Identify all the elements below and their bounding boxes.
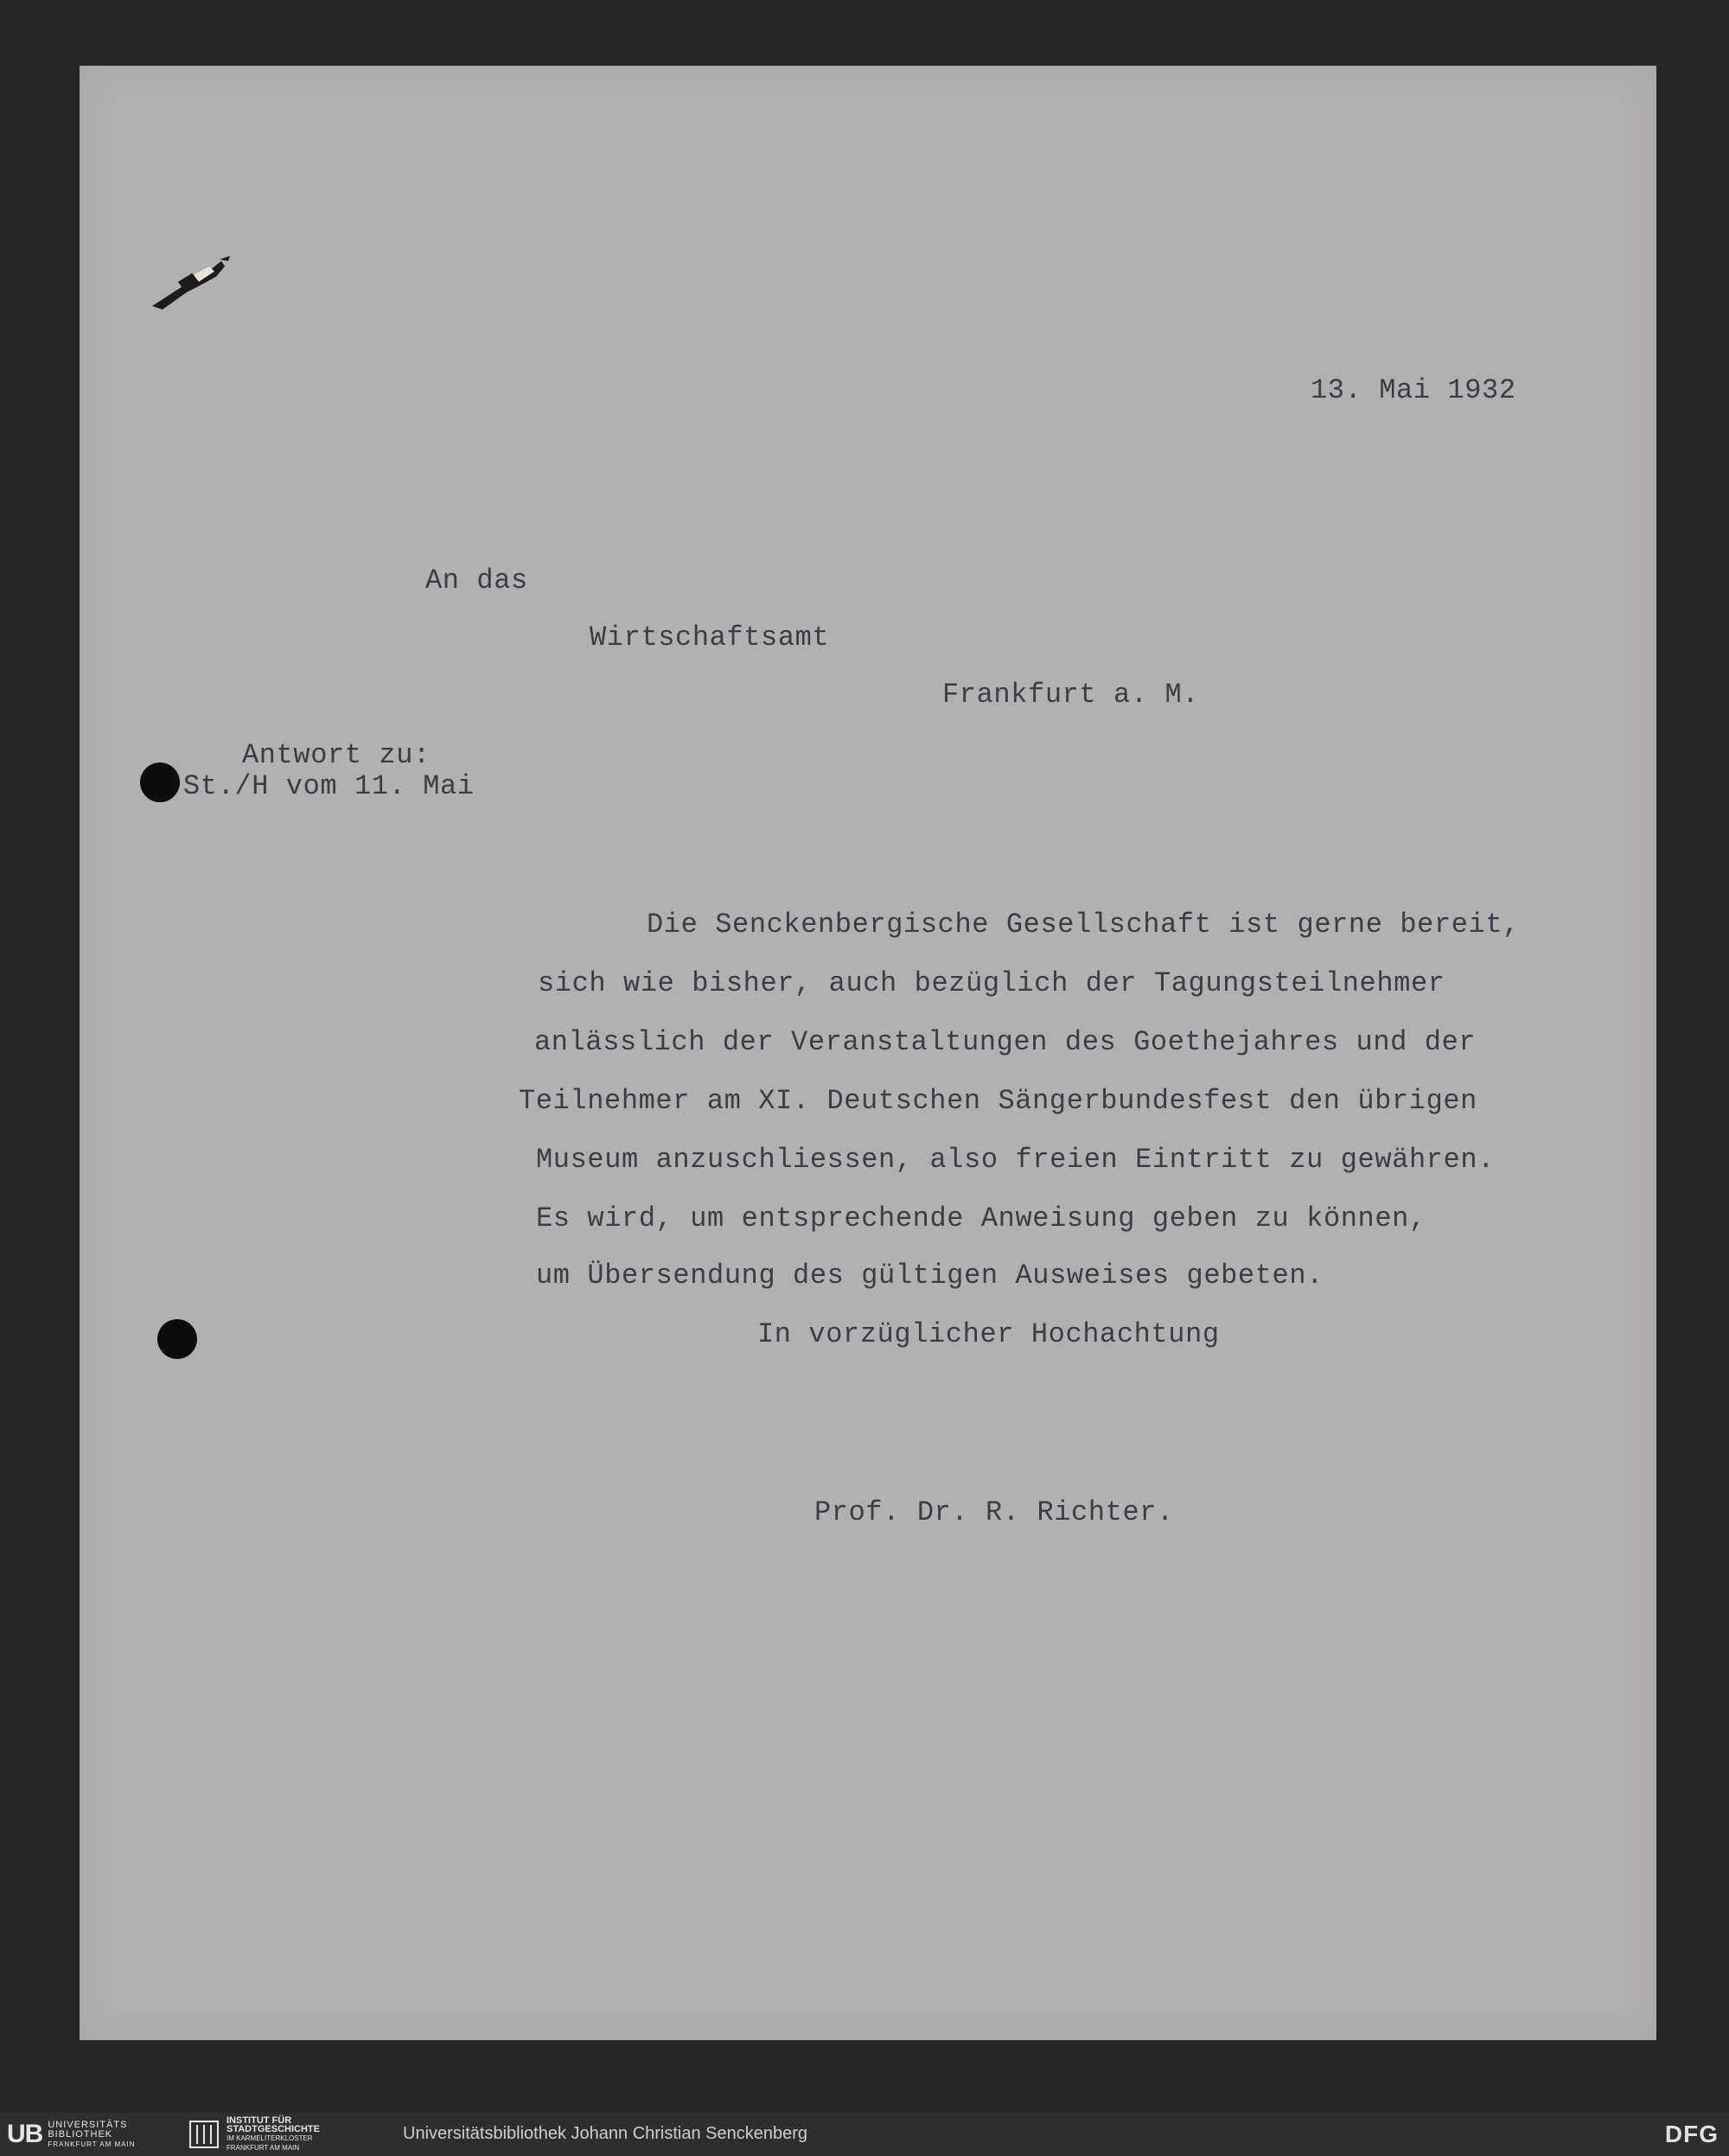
reference-line-1: Antwort zu:	[242, 739, 431, 771]
institute-logo-line-4: FRANKFURT AM MAIN	[226, 2144, 300, 2152]
ub-logo-text-line-3: FRANKFURT AM MAIN	[48, 2140, 136, 2148]
ub-logo-text-line-1: UNIVERSITÄTS	[48, 2119, 128, 2130]
viewer-footer	[0, 2113, 1729, 2156]
body-line-4: Teilnehmer am XI. Deutschen Sängerbundesfest den übrigen	[519, 1085, 1477, 1117]
body-line-1: Die Senckenbergische Gesellschaft ist gerne bereit,	[647, 909, 1520, 941]
body-line-6: Es wird, um entsprechende Anweisung geben zu können,	[536, 1202, 1426, 1234]
signature: Prof. Dr. R. Richter.	[814, 1496, 1174, 1528]
body-line-2: sich wie bisher, auch bezüglich der Tagungsteilnehmer	[538, 967, 1445, 999]
letter-date: 13. Mai 1932	[1311, 374, 1516, 406]
staple-remnant	[145, 252, 249, 313]
dfg-logo: DFG	[1664, 2121, 1719, 2147]
punch-hole-bottom	[157, 1319, 197, 1359]
recipient-line-3: Frankfurt a. M.	[942, 679, 1200, 711]
body-line-3: anlässlich der Veranstaltungen des Goethejahres und der	[534, 1026, 1477, 1058]
ub-logo-text	[48, 2121, 135, 2149]
recipient-line-1: An das	[425, 565, 528, 596]
body-line-7: um Übersendung des gültigen Ausweises gebeten.	[536, 1260, 1324, 1292]
ub-logo-mark: UB	[7, 2120, 43, 2148]
closing: In vorzüglicher Hochachtung	[757, 1318, 1220, 1350]
institute-logo-line-1: INSTITUT FÜR	[226, 2115, 292, 2126]
institute-logo	[188, 2115, 320, 2152]
punch-hole-top	[140, 762, 180, 802]
institute-logo-line-2: STADTGESCHICHTE	[226, 2124, 320, 2134]
ub-logo	[7, 2120, 136, 2149]
library-credit-link[interactable]: Universitätsbibliothek Johann Christian Senckenberg	[403, 2124, 808, 2143]
recipient-line-2: Wirtschaftsamt	[590, 622, 830, 654]
institute-logo-line-3: IM KARMELITERKLOSTER	[226, 2134, 313, 2142]
reference-line-2: St./H vom 11. Mai	[183, 770, 475, 802]
body-line-5: Museum anzuschliessen, also freien Eintritt zu gewähren.	[536, 1144, 1495, 1176]
institute-logo-icon	[188, 2120, 220, 2149]
ub-logo-text-line-2: BIBLIOTHEK	[48, 2128, 113, 2140]
institute-logo-text	[226, 2116, 320, 2153]
